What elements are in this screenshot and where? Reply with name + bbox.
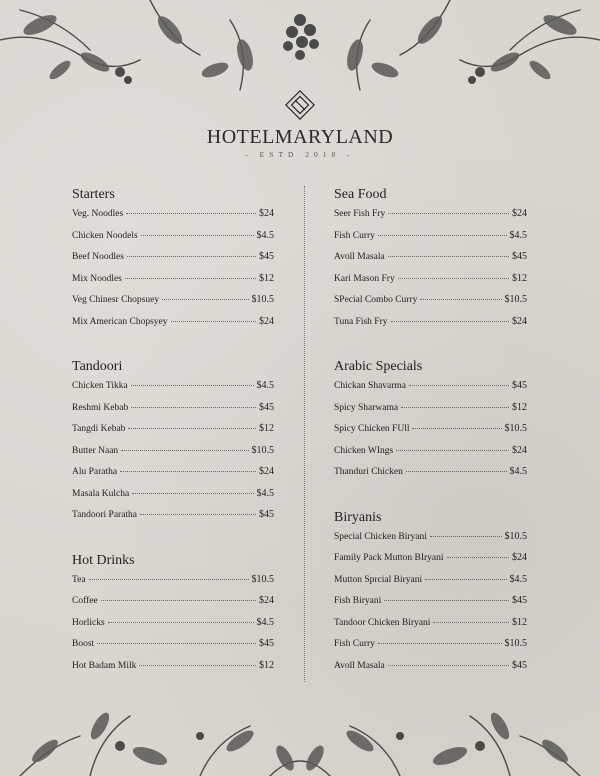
item-price: $4.5 <box>256 487 274 499</box>
item-price: $45 <box>512 251 527 262</box>
item-price: $12 <box>512 401 527 413</box>
menu-item <box>72 660 274 682</box>
item-name: Chicken Tikka <box>72 381 128 391</box>
dot-leader <box>433 622 509 623</box>
dot-leader <box>396 450 509 451</box>
item-name: Tandoori Paratha <box>72 510 138 520</box>
item-name: Coffee <box>72 596 98 606</box>
menu-item <box>334 423 527 445</box>
item-name: Veg Chinesr Chopsuey <box>72 295 160 305</box>
item-name: Horlicks <box>72 617 105 628</box>
item-name: Mutton Sprcial Biryani <box>334 574 423 585</box>
menu-section-hot-drinks <box>72 552 274 682</box>
item-price: $12 <box>259 272 274 284</box>
menu-item <box>334 595 527 617</box>
dot-leader <box>409 385 509 386</box>
dot-leader <box>388 256 509 257</box>
item-name: Reshmi Kebab <box>72 402 129 413</box>
item-price: $10.5 <box>251 294 274 305</box>
bottom-botanical-decoration <box>0 696 600 776</box>
dot-leader <box>128 428 256 429</box>
dot-leader <box>162 299 248 300</box>
dot-leader <box>132 493 253 494</box>
item-name: Mix American Chopsyey <box>72 316 168 327</box>
item-price: $24 <box>512 208 527 219</box>
dot-leader <box>89 579 249 580</box>
menu-item <box>72 208 274 230</box>
dot-leader <box>378 643 502 644</box>
item-price: $24 <box>512 552 527 563</box>
dot-leader <box>126 213 256 214</box>
item-name: Chicken WIngs <box>334 445 394 456</box>
menu-item <box>334 638 527 660</box>
dot-leader <box>391 321 509 322</box>
item-price: $45 <box>259 401 274 413</box>
dot-leader <box>125 278 256 279</box>
section-title: Biryanis <box>334 509 382 525</box>
section-title: Sea Food <box>334 187 387 202</box>
hotel-logo <box>0 88 600 159</box>
dot-leader <box>131 407 256 408</box>
item-price: $4.5 <box>509 466 527 477</box>
menu-item <box>334 466 527 488</box>
item-price: $12 <box>259 659 274 671</box>
dot-leader <box>101 600 256 601</box>
item-name: Masala Kulcha <box>72 488 130 499</box>
item-name: Tangdi Kebab <box>72 424 126 434</box>
item-price: $45 <box>512 659 527 671</box>
dot-leader <box>108 622 254 623</box>
dot-leader <box>425 579 506 580</box>
item-price: $4.5 <box>256 229 274 241</box>
item-name: Fish Biryani <box>334 596 382 606</box>
menu-item <box>72 445 274 467</box>
menu-section-sea-food <box>334 186 527 337</box>
item-price: $45 <box>512 380 527 391</box>
menu-item <box>72 638 274 660</box>
section-title: Tandoori <box>72 359 123 374</box>
menu-item <box>72 273 274 295</box>
item-name: Alu Paratha <box>72 467 118 477</box>
item-price: $45 <box>259 251 274 262</box>
item-name: Thanduri Chicken <box>334 467 403 477</box>
item-price: $12 <box>512 616 527 628</box>
menu-item <box>72 230 274 252</box>
item-price: $10.5 <box>504 530 527 542</box>
section-title: Starters <box>72 187 115 202</box>
menu-item <box>72 423 274 445</box>
item-price: $10.5 <box>504 423 527 434</box>
section-title: Arabic Specials <box>334 359 423 374</box>
item-name: Seer Fish Fry <box>334 209 386 219</box>
dot-leader <box>378 235 507 236</box>
item-price: $4.5 <box>256 616 274 628</box>
item-name: Special Chicken Biryani <box>334 531 427 542</box>
menu-item <box>72 509 274 531</box>
item-price: $45 <box>259 509 274 520</box>
menu-item <box>72 380 274 402</box>
menu-section-biryanis <box>334 509 527 682</box>
dot-leader <box>420 299 501 300</box>
item-price: $24 <box>512 444 527 456</box>
item-price: $4.5 <box>509 229 527 241</box>
menu-item <box>334 316 527 338</box>
menu-item <box>72 574 274 596</box>
menu-item <box>334 380 527 402</box>
dot-leader <box>384 600 509 601</box>
item-name: Tea <box>72 574 86 585</box>
item-name: Butter Naan <box>72 445 119 456</box>
menu-left-column <box>72 186 274 702</box>
item-name: Beef Noodles <box>72 252 124 262</box>
dot-leader <box>388 665 509 666</box>
item-price: $12 <box>259 423 274 434</box>
diamond-lines-icon <box>283 88 317 122</box>
dot-leader <box>127 256 256 257</box>
item-price: $4.5 <box>256 380 274 391</box>
dot-leader <box>120 471 256 472</box>
item-name: Mix Noodles <box>72 273 122 284</box>
item-price: $10.5 <box>251 573 274 585</box>
menu-item <box>334 251 527 273</box>
menu-item <box>72 402 274 424</box>
menu-item <box>334 531 527 553</box>
menu-item <box>334 273 527 295</box>
menu-item <box>72 251 274 273</box>
menu-section-starters <box>72 186 274 337</box>
menu-item <box>334 294 527 316</box>
menu-section-tandoori <box>72 358 274 531</box>
item-name: Spicy Chicken FUll <box>334 424 410 434</box>
dot-leader <box>97 643 256 644</box>
column-divider <box>304 186 305 682</box>
menu-item <box>334 402 527 424</box>
brand-name: HOTELMARYLAND <box>206 126 394 148</box>
item-price: $45 <box>512 595 527 606</box>
item-price: $24 <box>259 466 274 477</box>
item-name: Tandoor Chicken Biryani <box>334 617 431 628</box>
dot-leader <box>388 213 509 214</box>
dot-leader <box>141 235 254 236</box>
menu-item <box>72 316 274 338</box>
dot-leader <box>140 514 256 515</box>
dot-leader <box>171 321 256 322</box>
menu-item <box>334 230 527 252</box>
menu-section-arabic-specials <box>334 358 527 488</box>
section-title: Hot Drinks <box>72 552 135 568</box>
item-price: $45 <box>259 638 274 649</box>
menu-item <box>334 574 527 596</box>
item-price: $4.5 <box>509 573 527 585</box>
dot-leader <box>139 665 256 666</box>
dot-leader <box>430 536 502 537</box>
menu-item <box>334 445 527 467</box>
item-price: $10.5 <box>504 638 527 649</box>
item-name: Fish Curry <box>334 230 375 241</box>
menu-item <box>72 617 274 639</box>
menu-item <box>334 552 527 574</box>
established-year: - ESTD 2018 - <box>245 150 355 159</box>
item-name: Family Pack Mutton BIryani <box>334 553 444 563</box>
menu-right-column <box>334 186 527 702</box>
menu-item <box>72 466 274 488</box>
item-price: $24 <box>512 315 527 327</box>
dot-leader <box>401 407 509 408</box>
item-name: Chickan Shavarma <box>334 381 407 391</box>
menu-item <box>334 660 527 682</box>
item-price: $24 <box>259 595 274 606</box>
dot-leader <box>121 450 248 451</box>
dot-leader <box>406 471 507 472</box>
dot-leader <box>447 557 509 558</box>
item-name: Tuna Fish Fry <box>334 316 388 327</box>
menu-item <box>72 488 274 510</box>
item-name: Fish Curry <box>334 639 375 649</box>
item-price: $12 <box>512 272 527 284</box>
item-name: Kari Mason Fry <box>334 273 395 284</box>
item-name: Avoll Masala <box>334 252 385 262</box>
item-name: SPecial Combo Curry <box>334 295 418 305</box>
item-price: $10.5 <box>504 294 527 305</box>
item-price: $10.5 <box>251 444 274 456</box>
item-name: Avoll Masala <box>334 660 385 671</box>
item-price: $24 <box>259 315 274 327</box>
menu-item <box>72 294 274 316</box>
menu-item <box>72 595 274 617</box>
item-name: Chicken Noodels <box>72 230 138 241</box>
item-name: Veg. Noodles <box>72 209 124 219</box>
menu-item <box>334 208 527 230</box>
dot-leader <box>412 428 501 429</box>
item-name: Spicy Sharwama <box>334 402 399 413</box>
dot-leader <box>398 278 509 279</box>
item-name: Boost <box>72 639 95 649</box>
dot-leader <box>131 385 254 386</box>
item-name: Hot Badam Milk <box>72 660 137 671</box>
menu-item <box>334 617 527 639</box>
item-price: $24 <box>259 208 274 219</box>
